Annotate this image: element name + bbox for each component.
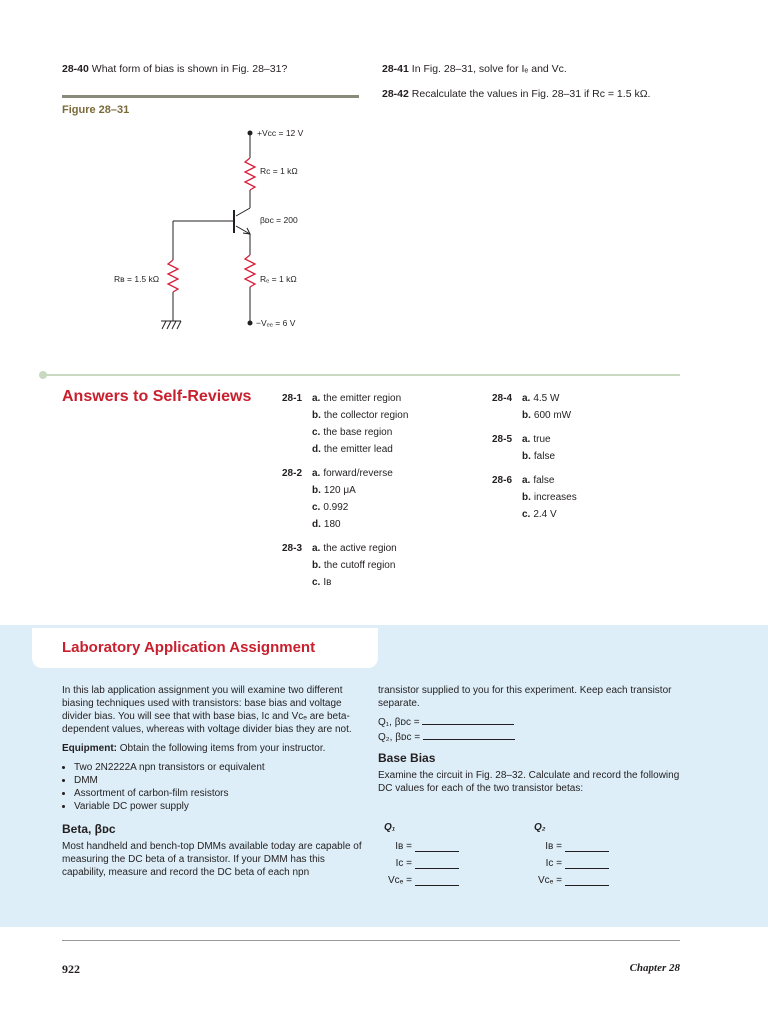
- beta-label: βᴅᴄ = 200: [260, 215, 298, 225]
- page-number: 922: [62, 962, 80, 976]
- equipment-item: • Assortment of carbon-film resistors: [74, 787, 362, 800]
- lab-intro: In this lab application assignment you will examine two different biasing techniques used with transistors: base bias and voltage divider bias. You will see that with base bias, Iᴄ and Vᴄₑ are beta-dependent values, whereas with voltage divider bias they are not.: [62, 685, 352, 735]
- ic-label: Iᴄ =: [545, 858, 562, 869]
- q1-vce-blank[interactable]: [415, 885, 459, 886]
- q2-label: Q₂: [534, 822, 546, 833]
- q1-ib-blank[interactable]: [415, 851, 459, 852]
- rb-resistor: [168, 260, 178, 292]
- q2-vce-blank[interactable]: [565, 885, 609, 886]
- answer-group: [492, 390, 577, 424]
- problem-text: Recalculate the values in Fig. 28–31 if Rᴄ = 1.5 kΩ.: [411, 88, 651, 100]
- answer-group-id: 28-2: [282, 468, 303, 479]
- answer-letter: d.: [312, 519, 321, 530]
- collector-lead: [236, 208, 250, 216]
- vce-label: Vᴄₑ =: [387, 875, 412, 886]
- q1-label: Q₁: [384, 822, 396, 833]
- answer-letter: b.: [522, 451, 531, 462]
- q2-ic-blank[interactable]: [565, 868, 609, 869]
- base-bias-text: Examine the circuit in Fig. 28–32. Calculate and record the following DC values for each of the two transistor betas:: [378, 770, 680, 794]
- ground-hatch: [172, 321, 176, 329]
- circuit-diagram: [100, 120, 360, 340]
- ground-hatch: [167, 321, 171, 329]
- answer-group: [282, 465, 408, 533]
- equipment-label: Equipment:: [62, 743, 117, 754]
- section-separator: [44, 374, 680, 376]
- answer-group-id: 28-3: [282, 543, 303, 554]
- vee-terminal: [248, 321, 253, 326]
- equipment-item: • Variable DC power supply: [74, 800, 362, 813]
- answer-letter: a.: [312, 543, 321, 554]
- ground-hatch: [177, 321, 181, 329]
- problem-text: In Fig. 28–31, solve for Iₑ and Vᴄ.: [411, 63, 567, 75]
- figure-rule: [62, 95, 359, 98]
- answer-letter: c.: [312, 502, 321, 513]
- equipment-paragraph: [62, 742, 362, 755]
- equipment-text: Obtain the following items from your instructor.: [119, 743, 326, 754]
- answer-letter: c.: [312, 427, 321, 438]
- answer-letter: d.: [312, 444, 321, 455]
- answer-letter: c.: [522, 509, 531, 520]
- vcc-label: +Vᴄᴄ = 12 V: [257, 128, 304, 138]
- answer-group: [282, 540, 408, 591]
- answer-group: [282, 390, 408, 458]
- re-resistor: [245, 255, 255, 287]
- answer-letter: b.: [522, 492, 531, 503]
- answer-text: 120 μA: [323, 485, 356, 496]
- answer-text: the cutoff region: [323, 560, 396, 571]
- answer-text: forward/reverse: [323, 468, 393, 479]
- equipment-item: • Two 2N2222A npn transistors or equivalent: [74, 761, 362, 774]
- q1-measurements: [384, 822, 459, 886]
- ib-label: Iʙ =: [545, 841, 562, 852]
- answers-column-left: [282, 390, 408, 598]
- problem-28-40: [62, 62, 287, 76]
- problem-number: 28-42: [382, 88, 409, 100]
- answer-group: [492, 472, 577, 523]
- answers-title: Answers to Self-Reviews: [62, 388, 252, 405]
- answer-text: false: [533, 475, 555, 486]
- answer-text: false: [533, 451, 556, 462]
- problem-28-41: [382, 62, 567, 76]
- beta-continuation: transistor supplied to you for this experiment. Keep each transistor separate.: [378, 685, 672, 709]
- base-bias-heading: Base Bias: [378, 751, 436, 765]
- answer-letter: a.: [312, 393, 321, 404]
- rb-label: Rʙ = 1.5 kΩ: [114, 274, 160, 284]
- ic-label: Iᴄ =: [395, 858, 412, 869]
- answers-column-right: [492, 390, 577, 530]
- q2-measurements: [534, 822, 609, 886]
- answer-group: [492, 431, 577, 465]
- beta-heading: Beta, βᴅᴄ: [62, 822, 116, 836]
- answer-group-id: 28-5: [492, 434, 513, 445]
- answer-letter: b.: [312, 410, 321, 421]
- answer-text: the emitter lead: [323, 444, 393, 455]
- q2-beta-label: Q₂, βᴅᴄ =: [378, 732, 421, 743]
- footer-rule: [62, 940, 680, 941]
- q2-ib-blank[interactable]: [565, 851, 609, 852]
- ground-hatch: [162, 321, 166, 329]
- beta-text: Most handheld and bench-top DMMs available today are capable of measuring the DC beta of a transistor. If your DMM has this capability, measure and record the DC beta of each npn: [62, 841, 362, 878]
- q1-ic-blank[interactable]: [415, 868, 459, 869]
- answer-letter: c.: [312, 577, 321, 588]
- answer-text: 600 mW: [533, 410, 572, 421]
- answer-letter: a.: [522, 393, 531, 404]
- q1-beta-row: [378, 716, 688, 729]
- chapter-label: Chapter 28: [629, 962, 680, 974]
- figure-title: Figure 28–31: [62, 104, 130, 116]
- answer-letter: a.: [522, 434, 531, 445]
- answer-text: Iʙ: [323, 577, 332, 588]
- answer-text: 0.992: [323, 502, 349, 513]
- answer-letter: b.: [312, 560, 321, 571]
- answer-text: the collector region: [323, 410, 409, 421]
- problem-text: What form of bias is shown in Fig. 28–31?: [91, 63, 288, 75]
- lab-title: Laboratory Application Assignment: [62, 639, 316, 656]
- rc-resistor: [245, 158, 255, 190]
- problem-28-42: [382, 87, 650, 101]
- q1-beta-blank[interactable]: [422, 724, 514, 725]
- answer-letter: a.: [312, 468, 321, 479]
- lab-column-left: [62, 684, 362, 885]
- answer-group-id: 28-4: [492, 393, 513, 404]
- q2-beta-blank[interactable]: [423, 739, 515, 740]
- answer-group-id: 28-1: [282, 393, 303, 404]
- problem-number: 28-41: [382, 63, 409, 75]
- equipment-list: [62, 761, 362, 813]
- answer-text: true: [533, 434, 551, 445]
- q1-beta-label: Q₁, βᴅᴄ =: [378, 717, 420, 728]
- ib-label: Iʙ =: [395, 841, 412, 852]
- answer-text: increases: [533, 492, 577, 503]
- answer-text: the base region: [323, 427, 393, 438]
- problem-number: 28-40: [62, 63, 89, 75]
- re-label: Rₑ = 1 kΩ: [260, 274, 297, 284]
- rc-label: Rᴄ = 1 kΩ: [260, 166, 298, 176]
- answer-text: 2.4 V: [533, 509, 557, 520]
- answer-text: 4.5 W: [533, 393, 560, 404]
- vce-label: Vᴄₑ =: [537, 875, 562, 886]
- equipment-item: • DMM: [74, 774, 362, 787]
- answer-letter: a.: [522, 475, 531, 486]
- answer-letter: b.: [522, 410, 531, 421]
- vee-label: −Vₑₑ = 6 V: [256, 318, 296, 328]
- vcc-terminal: [248, 131, 253, 136]
- answer-text: the active region: [323, 543, 397, 554]
- answer-text: 180: [323, 519, 341, 530]
- answer-text: the emitter region: [323, 393, 402, 404]
- q2-beta-row: [378, 731, 688, 744]
- answer-letter: b.: [312, 485, 321, 496]
- lab-column-right: [378, 684, 688, 801]
- answer-group-id: 28-6: [492, 475, 513, 486]
